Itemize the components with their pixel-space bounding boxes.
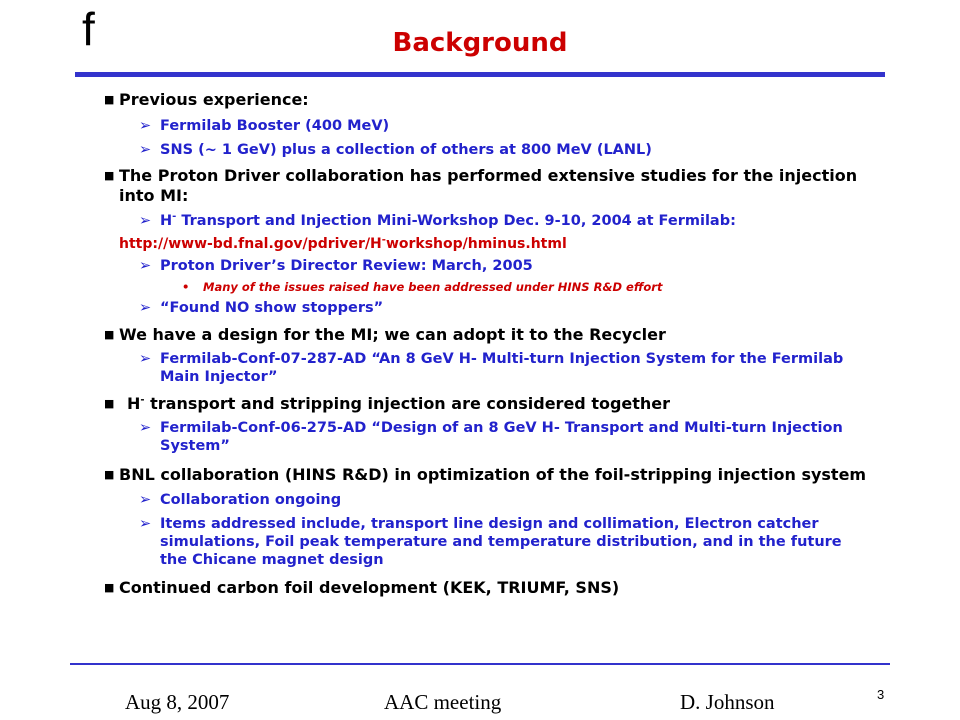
- sub-bullet-conf-06-275: ➢ Fermilab-Conf-06-275-AD “Design of an 8 GeV H- Transport and Multi-turn Injection System”: [139, 420, 843, 454]
- sub-bullet-sns: ➢ SNS (~ 1 GeV) plus a collection of others at 800 MeV (LANL): [139, 142, 652, 158]
- slide-content: [104, 88, 872, 598]
- arrow-bullet-icon: ➢: [139, 516, 152, 532]
- slide-title: Background: [392, 28, 568, 58]
- sub-bullet-conf-07-287: ➢ Fermilab-Conf-07-287-AD “An 8 GeV H- Multi-turn Injection System for the Fermilab Main Injector”: [139, 351, 844, 385]
- fermilab-logo: f: [82, 3, 95, 55]
- arrow-bullet-icon: ➢: [139, 351, 152, 367]
- bullet-bnl-collaboration: ■ BNL collaboration (HINS R&D) in optimization of the foil-stripping injection system: [104, 465, 867, 484]
- bullet-mi-design: ■ We have a design for the MI; we can adopt it to the Recycler: [104, 325, 666, 344]
- sub-sub-bullet-issues: • Many of the issues raised have been addressed under HINS R&D effort: [182, 280, 663, 294]
- bullet-previous-experience: ■ Previous experience:: [104, 90, 309, 109]
- sub-bullet-items-addressed: ➢ Items addressed include, transport line design and collimation, Electron catcher simulations, Foil peak temperature and temperature distribution, and in the future the Chicane magnet design: [139, 516, 842, 568]
- workshop-url[interactable]: http://www-bd.fnal.gov/pdriver/H-workshop/hminus.html: [119, 234, 567, 252]
- arrow-bullet-icon: ➢: [139, 213, 152, 229]
- square-bullet-icon: ■: [104, 397, 115, 410]
- arrow-bullet-icon: ➢: [139, 142, 152, 158]
- arrow-bullet-icon: ➢: [139, 118, 152, 134]
- sub-bullet-no-show-stoppers: ➢ “Found NO show stoppers”: [139, 300, 384, 316]
- title-divider: [75, 72, 885, 77]
- square-bullet-icon: ■: [104, 581, 115, 594]
- bullet-carbon-foil: ■ Continued carbon foil development (KEK, TRIUMF, SNS): [104, 578, 620, 597]
- arrow-bullet-icon: ➢: [139, 420, 152, 436]
- arrow-bullet-icon: ➢: [139, 492, 152, 508]
- square-bullet-icon: ■: [104, 328, 115, 341]
- sub-bullet-workshop: ➢ H- Transport and Injection Mini-Workshop Dec. 9-10, 2004 at Fermilab:: [139, 211, 736, 229]
- sub-bullet-booster: ➢ Fermilab Booster (400 MeV): [139, 118, 390, 134]
- footer-author: D. Johnson: [680, 690, 775, 714]
- square-bullet-icon: ■: [104, 93, 115, 106]
- dot-bullet-icon: •: [182, 280, 190, 294]
- sub-bullet-director-review: ➢ Proton Driver’s Director Review: March, 2005: [139, 258, 533, 274]
- sub-bullet-collaboration-ongoing: ➢ Collaboration ongoing: [139, 492, 342, 508]
- square-bullet-icon: ■: [104, 169, 115, 182]
- arrow-bullet-icon: ➢: [139, 258, 152, 274]
- bullet-proton-driver: ■ The Proton Driver collaboration has performed extensive studies for the injection into MI:: [104, 166, 858, 205]
- bullet-h-transport: ■ H- transport and stripping injection are considered together: [104, 394, 671, 413]
- footer-divider: [70, 663, 890, 665]
- page-number: 3: [877, 687, 885, 702]
- square-bullet-icon: ■: [104, 468, 115, 481]
- arrow-bullet-icon: ➢: [139, 300, 152, 316]
- footer-meeting: AAC meeting: [384, 690, 502, 714]
- footer-date: Aug 8, 2007: [125, 690, 230, 714]
